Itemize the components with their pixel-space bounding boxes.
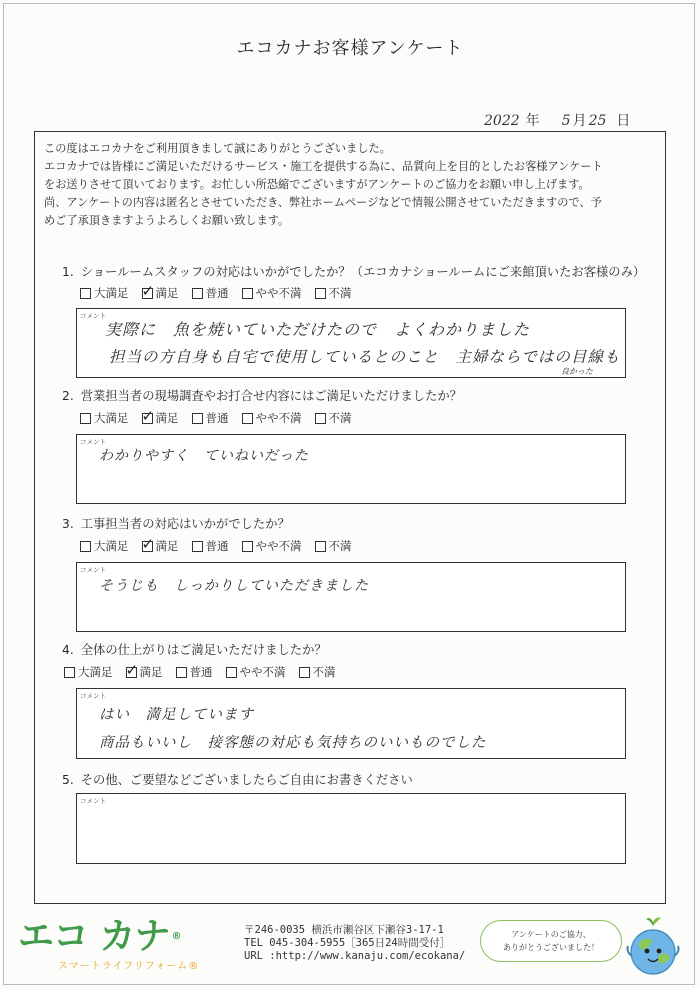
option-label: やや不満 [239, 665, 286, 679]
option-label: 不満 [312, 665, 336, 679]
option-label: 大満足 [94, 539, 129, 553]
checkbox-checked[interactable] [142, 288, 153, 299]
comment-label: コメント [80, 566, 106, 574]
question-4-title [62, 640, 327, 658]
logo-subtitle: スマートライフリフォーム® [58, 961, 200, 972]
thank-you-callout [472, 912, 696, 982]
option-label: 満足 [139, 665, 163, 679]
option-satisfied[interactable] [142, 538, 179, 554]
comment-label: コメント [80, 438, 106, 446]
speech-bubble [480, 920, 622, 962]
comment-label: コメント [80, 312, 106, 320]
option-somewhat-dissatisfied[interactable] [242, 538, 302, 554]
option-label: やや不満 [255, 539, 302, 553]
checkbox[interactable] [242, 413, 253, 424]
question-text: 全体の仕上がりはご満足いただけましたか？ [80, 643, 327, 657]
checkbox[interactable] [315, 413, 326, 424]
option-neutral[interactable] [192, 410, 229, 426]
option-satisfied[interactable] [142, 410, 179, 426]
website-url[interactable]: URL :http://www.kanaju.com/ecokana/ [244, 950, 466, 962]
checkbox-checked[interactable] [126, 667, 137, 678]
logo-text: エコ カナ [18, 916, 170, 957]
handwritten-answer: 実際に 魚を焼いていただけたので よくわかりました [105, 320, 531, 339]
intro-line: めご了承頂きますようよろしくお願い致します。 [44, 214, 290, 227]
option-label: やや不満 [255, 286, 302, 300]
date-year-label: 年 [525, 113, 540, 129]
handwritten-answer: わかりやすく ていねいだった [99, 448, 309, 464]
question-number: 4. [62, 643, 74, 657]
question-number: 1. [62, 265, 74, 279]
question-text: 工事担当者の対応はいかがでしたか？ [80, 517, 290, 531]
question-2-comment-box[interactable] [76, 434, 626, 504]
option-label: 不満 [328, 539, 352, 553]
option-satisfied[interactable] [126, 664, 163, 680]
handwritten-note: 良かった [561, 367, 593, 376]
option-satisfied[interactable] [142, 285, 179, 301]
option-label: やや不満 [255, 411, 302, 425]
question-text: ショールームスタッフの対応はいかがでしたか？（エコカナショールームにご来館頂いたお客様のみ） [80, 265, 646, 279]
intro-text [44, 140, 656, 230]
option-somewhat-dissatisfied[interactable] [242, 410, 302, 426]
earth-mascot-icon [620, 916, 686, 980]
checkbox[interactable] [226, 667, 237, 678]
question-4-options [64, 664, 349, 680]
option-very-satisfied[interactable] [80, 410, 129, 426]
date-month: 5 [561, 113, 571, 129]
checkbox[interactable] [192, 541, 203, 552]
option-neutral[interactable] [192, 538, 229, 554]
checkbox[interactable] [64, 667, 75, 678]
option-label: 普通 [205, 286, 229, 300]
option-neutral[interactable] [192, 285, 229, 301]
question-3-options [80, 538, 365, 554]
option-label: 不満 [328, 411, 352, 425]
question-number: 2. [62, 389, 74, 403]
option-dissatisfied[interactable] [315, 285, 352, 301]
option-neutral[interactable] [176, 664, 213, 680]
intro-line: 尚、アンケートの内容は匿名とさせていただき、弊社ホームページなどで情報公開させていただきますので、予 [44, 196, 602, 209]
checkbox[interactable] [299, 667, 310, 678]
question-text: 営業担当者の現場調査やお打合せ内容にはご満足いただけましたか？ [80, 389, 462, 403]
intro-line: をお送りさせて頂いております。お忙しい所恐縮でございますがアンケートのご協力をお願い申し上げます。 [44, 178, 590, 191]
checkbox[interactable] [315, 288, 326, 299]
phone: TEL 045-304-5955［365日24時間受付］ [244, 937, 451, 949]
contact-info [244, 924, 465, 963]
page-title: エコカナお客様アンケート [236, 38, 464, 59]
handwritten-answer: 商品もいいし 接客態の対応も気持ちのいいものでした [99, 735, 487, 751]
checkbox[interactable] [176, 667, 187, 678]
checkbox[interactable] [192, 288, 203, 299]
question-3-title [62, 514, 290, 532]
question-number: 3. [62, 517, 74, 531]
option-label: 普通 [205, 539, 229, 553]
question-1-comment-box[interactable] [76, 308, 626, 378]
handwritten-answer: はい 満足しています [99, 707, 254, 723]
question-1-title [62, 262, 645, 280]
question-5-comment-box[interactable] [76, 793, 626, 864]
bubble-line: アンケートのご協力、 [511, 930, 591, 939]
question-number: 5. [62, 773, 74, 787]
option-dissatisfied[interactable] [299, 664, 336, 680]
checkbox-checked[interactable] [142, 541, 153, 552]
question-4-comment-box[interactable] [76, 688, 626, 759]
option-very-satisfied[interactable] [80, 538, 129, 554]
checkbox[interactable] [192, 413, 203, 424]
option-label: 不満 [328, 286, 352, 300]
question-2-options [80, 410, 365, 426]
logo-mark [18, 916, 199, 957]
handwritten-answer: 担当の方自身も自宅で使用しているとのこと 主婦ならではの目線も [109, 348, 621, 366]
option-label: 普通 [189, 665, 213, 679]
option-label: 満足 [155, 539, 179, 553]
survey-date [484, 110, 630, 130]
intro-line: エコカナでは皆様にご満足いただけるサービス・施工を提供する為に、品質向上を目的としたお客様アンケート [44, 160, 603, 173]
handwritten-answer: そうじも しっかりしていただきました [99, 578, 369, 594]
checkbox[interactable] [242, 288, 253, 299]
option-label: 満足 [155, 411, 179, 425]
date-day-label: 日 [616, 113, 631, 129]
option-somewhat-dissatisfied[interactable] [242, 285, 302, 301]
checkbox[interactable] [80, 541, 91, 552]
option-label: 大満足 [94, 411, 129, 425]
question-1-options [80, 285, 365, 301]
option-label: 大満足 [78, 665, 113, 679]
option-very-satisfied[interactable] [64, 664, 113, 680]
question-3-comment-box[interactable] [76, 562, 626, 632]
question-2-title [62, 386, 462, 404]
date-month-label: 月 [572, 113, 587, 129]
date-day: 25 [588, 113, 607, 129]
intro-line: この度はエコカナをご利用頂きまして誠にありがとうございました。 [44, 142, 391, 155]
company-logo [18, 916, 200, 972]
option-label: 大満足 [94, 286, 129, 300]
option-label: 普通 [205, 411, 229, 425]
checkbox[interactable] [242, 541, 253, 552]
option-label: 満足 [155, 286, 179, 300]
date-year: 2022 [484, 113, 520, 129]
comment-label: コメント [80, 692, 106, 700]
checkbox[interactable] [80, 413, 91, 424]
option-somewhat-dissatisfied[interactable] [226, 664, 286, 680]
bubble-line: ありがとうございました！ [503, 943, 599, 952]
logo-registered-mark: ® [171, 931, 181, 942]
question-text: その他、ご要望などございましたらご自由にお書きください [80, 773, 413, 787]
comment-label: コメント [80, 797, 106, 805]
checkbox-checked[interactable] [142, 413, 153, 424]
question-5-title [62, 770, 413, 788]
address: 〒246-0035 横浜市瀬谷区下瀬谷3-17-1 [244, 924, 444, 936]
checkbox[interactable] [315, 541, 326, 552]
checkbox[interactable] [80, 288, 91, 299]
option-dissatisfied[interactable] [315, 410, 352, 426]
option-very-satisfied[interactable] [80, 285, 129, 301]
option-dissatisfied[interactable] [315, 538, 352, 554]
